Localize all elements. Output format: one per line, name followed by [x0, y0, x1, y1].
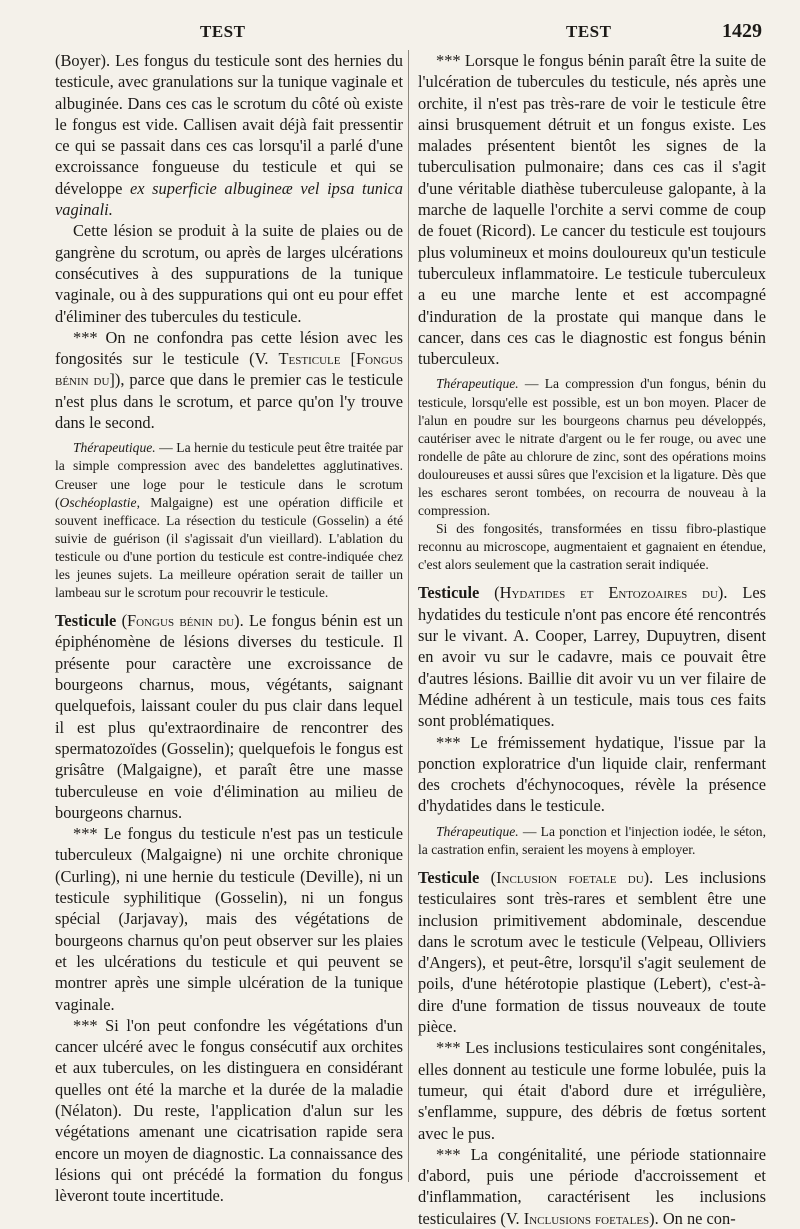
- paragraph: *** Le frémissement hydatique, l'issue par la ponction exploratrice d'un liquide clair, renfermant des crochets d'échynocoques, révèle la présence d'hydatides dans le testicule.: [418, 732, 766, 816]
- paragraph: *** On ne confondra pas cette lésion avec les fongosités sur le testicule (V. Testicule [Fongus bénin du]), parce que dans le premier cas le testicule n'est plus dans le scrotum, et parce qu'on l'y trouve dans le second.: [55, 327, 403, 433]
- paragraph: *** La congénitalité, une période stationnaire d'abord, puis une période d'accroissement et d'inflammation, caractérisent les inclusions testiculaires (V. Inclusions foetales). On ne con-: [418, 1144, 766, 1228]
- entry-paragraph: Testicule (Fongus bénin du). Le fongus bénin est un épiphénomène de lésions diverses du testicule. Il présente pour caractère une excroissance de bourgeons charnus, mous, végétants, saignant quelquefois, laissant couler du pus clair dans lequel il est plus qu'extraordinaire de rencontrer des spermatozoïdes (Gosselin); quelquefois le fongus est grisâtre (Malgaigne), et paraît être une masse tuberculeuse en voie d'élimination au milieu de bourgeons charnus.: [55, 611, 403, 822]
- note-paragraph: Thérapeutique. — La hernie du testicule peut être traitée par la simple compression avec des bandelettes agglutinatives. Creuser une loge pour le testicule dans le scrotum (Oschéoplastie, Malgaigne) est une opération difficile et souvent inefficace. La résection du testicule (Gosselin) a été suivie de guérison (il s'agissait d'un vieillard). L'ablation du testicule ou d'une portion du testicule est contre-indiquée chez les jeunes sujets. La meilleure opération serait de tailler un lambeau sur le scrotum pour recouvrir le testicule.: [55, 440, 403, 601]
- paragraph: *** Lorsque le fongus bénin paraît être la suite de l'ulcération de tubercules du testicule, nés après une orchite, il n'est pas très-rare de voir le testicule être ainsi brusquement détruit et un fongus existe. Les malades présentent bientôt les signes de la tuberculisation pulmonaire; dans ces cas il s'agit d'une véritable diathèse tuberculeuse galopante, à la marche de laquelle l'orchite a servi comme de coup de fouet (Ricord). Le cancer du testicule est toujours plus volumineux et moins douloureux qu'un testicule tuberculeux inflammatoire. Le testicule tuberculeux a eu une marche lente et est accompagné d'induration de la prostate qui manque dans le cancer, dans ces cas le diagnostic est fongus bénin tuberculeux.: [418, 51, 766, 369]
- paragraph: *** Les inclusions testiculaires sont congénitales, elles donnent au testicule une forme lobulée, puis la tumeur, qui était d'abord dure et irrégulière, s'enflamme, suppure, des débris de fœtus sortent avec le pus.: [418, 1038, 766, 1143]
- entry-paragraph: Testicule (Hydatides et Entozoaires du). Les hydatides du testicule n'ont pas encore été rencontrés sur le vivant. A. Cooper, Larrey, Dupuytren, disent en avoir vu sur le cadavre, mais ce pouvait être d'autres lésions. Baillie dit avoir vu un ver filaire de Médine adhérent à un testicule, mais tous ces faits sont problématiques.: [418, 583, 766, 731]
- entry-title: (Fongus bénin du).: [121, 611, 244, 631]
- note-paragraph: Thérapeutique. — La compression d'un fongus, bénin du testicule, lorsqu'elle est possible, est un bon moyen. Placer de l'alun en poudre sur les bourgeons charnus peu développés, cautériser avec le nitrate d'argent ou le fer rouge, ou avec une rondelle de pâte au chlorure de zinc, sont des opérations moins douloureuses et aussi sûres que l'excision et la ligature. Dès que les eschares seront tombées, on recourra de nouveau à la compression.: [418, 376, 766, 519]
- paragraph: (Boyer). Les fongus du testicule sont des hernies du testicule, avec granulations sur la tunique vaginale et albuginée. Dans ces cas le scrotum du côté où existe le fongus est vide. Callisen avait déjà fait pressentir ce qui se passait dans ces cas lorsqu'il a parlé d'une excroissance fongueuse du testicule et qui se développe ex superficie albugineæ vel ipsa tunica vaginali.: [55, 51, 404, 220]
- left-column: [55, 50, 403, 1207]
- entry-title: (Inclusion foetale du).: [490, 867, 654, 887]
- right-column: [418, 50, 766, 1229]
- entry-title: (Hydatides et Entozoaires du).: [494, 583, 728, 603]
- column-divider: [408, 50, 409, 1182]
- paragraph: Cette lésion se produit à la suite de plaies ou de gangrène du scrotum, ou après de larges ulcérations consécutives à des suppurations de la tunique vaginale, ou à des suppurations qui ont eu pour effet d'éliminer des tubercules du testicule.: [55, 221, 403, 326]
- running-head-left: TEST: [200, 22, 246, 41]
- paragraph: *** Le fongus du testicule n'est pas un testicule tuberculeux (Malgaigne) ni une orchite chronique (Curling), ni une hernie du testicule (Deville), ni un testicule syphilitique (Gosselin), ni un fongus spécial (Jarjavay), mais des végétations de bourgeons charnus qu'on peut observer sur les plaies et les ulcérations du testicule et qui peuvent se montrer après une simple ulcération de la tunique vaginale.: [55, 824, 403, 1014]
- paragraph: *** Si l'on peut confondre les végétations d'un cancer ulcéré avec le fongus consécutif aux orchites et aux tubercules, on les distinguera en considérant quelles ont été la marche et la durée de la maladie (Nélaton). Du reste, l'application d'alun sur les végétations amenant une cicatrisation rapide sera encore un moyen de diagnostic. La connaissance des lésions qui ont précédé la formation du fongus lèveront toute incertitude.: [55, 1015, 403, 1206]
- cross-reference: Testicule [Fongus bénin du]: [55, 349, 403, 390]
- note-paragraph: Thérapeutique. — La ponction et l'injection iodée, le séton, la castration enfin, seraient les moyens à employer.: [418, 823, 766, 857]
- entry-paragraph: Testicule (Inclusion foetale du). Les inclusions testiculaires sont très-rares et semblent être une inclusion primitivement abdominale, descendue dans le scrotum avec le testicule (Velpeau, Olliviers d'Angers), et peut-être, lorsqu'il s'agit seulement de poils, d'une hétérotopie plastique (Lebert), c'est-à-dire d'une formation de tissus nouveaux de toute pièce.: [418, 867, 766, 1037]
- entry-headword: Testicule: [418, 583, 480, 603]
- cross-reference: Inclusions foetales: [523, 1208, 650, 1228]
- entry-headword: Testicule: [55, 611, 117, 631]
- running-head-right: TEST: [566, 22, 612, 41]
- page-number: 1429: [722, 20, 762, 42]
- entry-headword: Testicule: [418, 867, 480, 887]
- note-paragraph: Si des fongosités, transformées en tissu fibro-plastique reconnu au microscope, augmentaient et gagnaient en étendue, c'est alors seulement que la castration serait indiquée.: [418, 521, 766, 573]
